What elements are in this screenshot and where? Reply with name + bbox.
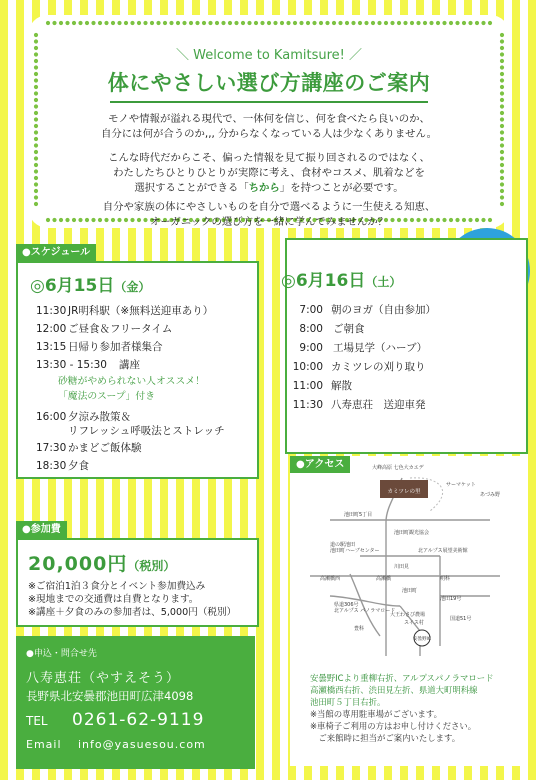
border-dot <box>475 21 479 25</box>
border-dot <box>299 21 303 25</box>
border-dot <box>156 21 160 25</box>
border-dot <box>137 21 141 25</box>
border-dot <box>293 21 297 25</box>
map-label: 明科 <box>440 576 451 582</box>
schedule-tag: ●スケジュール <box>16 244 96 261</box>
day2-date: ◎6月16日（土） <box>281 271 402 291</box>
border-dot <box>215 21 219 25</box>
border-dot <box>338 21 342 25</box>
border-dot <box>104 21 108 25</box>
border-dot <box>208 21 212 25</box>
schedule-row: 7:00 朝のヨガ（自由参加） <box>299 304 436 316</box>
border-dot <box>260 21 264 25</box>
contact-box <box>16 636 255 769</box>
map-label: 県道306号 <box>334 602 359 608</box>
border-dot <box>241 21 245 25</box>
access-map <box>290 456 524 656</box>
schedule-row: 13:15 日帰り参加者様集合 <box>36 341 163 353</box>
contact-email: Email info@yasuesou.com <box>26 738 206 751</box>
border-dot <box>98 21 102 25</box>
border-dot <box>91 21 95 25</box>
border-dot <box>34 39 38 43</box>
border-dot <box>247 21 251 25</box>
contact-tel: TEL 0261-62-9119 <box>26 710 205 730</box>
map-label: カミツレの里 <box>387 489 421 495</box>
fee-box <box>16 538 259 627</box>
schedule-row: 12:00 ご昼食＆フリータイム <box>36 323 173 335</box>
border-dot <box>325 21 329 25</box>
border-dot <box>410 21 414 25</box>
border-dot <box>280 21 284 25</box>
border-dot <box>403 21 407 25</box>
border-dot <box>46 21 50 25</box>
wheelchair-note-2: ご来館時に担当がご案内いたします。 <box>310 733 461 743</box>
fee-tag: ●参加費 <box>16 521 67 538</box>
lecture-note-soup: 「魔法のスープ」付き <box>58 391 155 402</box>
schedule-row: 11:30 JR明科駅（※無料送迎車あり） <box>36 305 214 317</box>
border-dot <box>195 21 199 25</box>
contact-address: 長野県北安曇郡池田町広津4098 <box>26 689 194 703</box>
border-dot <box>319 21 323 25</box>
border-dot <box>124 21 128 25</box>
schedule-row: 9:00 工場見学（ハーブ） <box>299 342 428 354</box>
map-label: 大王わさび農場 <box>390 612 426 618</box>
schedule-row: 10:00 カミツレの刈り取り <box>292 361 426 373</box>
border-dot <box>436 21 440 25</box>
contact-label: ●申込・問合せ先 <box>26 649 97 659</box>
border-dot <box>273 21 277 25</box>
day2-schedule-box <box>281 238 528 454</box>
border-dot <box>169 21 173 25</box>
border-dot <box>34 33 38 37</box>
border-dot <box>34 143 38 147</box>
border-dot <box>52 21 56 25</box>
map-label: 池田町ハーブセンター <box>330 548 380 554</box>
map-label: スイス村 <box>404 620 424 626</box>
map-drawing <box>290 456 524 656</box>
map-label: 豊科 <box>354 626 365 632</box>
page-title: 体にやさしい選び方講座のご案内 <box>107 71 431 95</box>
contact-name: 八寿恵荘（やすえそう） <box>26 671 181 686</box>
border-dot <box>345 21 349 25</box>
border-dot <box>500 33 504 37</box>
border-dot <box>449 21 453 25</box>
border-dot <box>111 21 115 25</box>
border-dot <box>442 21 446 25</box>
map-label: サーマケット <box>446 482 476 488</box>
schedule-row: 11:00 解散 <box>292 380 352 392</box>
border-dot <box>397 21 401 25</box>
border-dot <box>358 21 362 25</box>
border-dot <box>371 21 375 25</box>
border-dot <box>416 21 420 25</box>
map-label: 池田町 <box>402 588 418 594</box>
map-label: 道の駅池田 <box>330 542 356 548</box>
border-dot <box>500 195 504 199</box>
border-dot <box>254 21 258 25</box>
border-dot <box>500 104 504 108</box>
border-dot <box>78 21 82 25</box>
map-label: 高瀬橋西 <box>320 576 341 582</box>
border-dot <box>65 21 69 25</box>
border-dot <box>364 21 368 25</box>
fee-notes: ※ご宿泊1泊３食分とイベント参加費込み ※現地までの交通費は自費となります。 ※講座＋夕食のみの参加者は、5,000円（税別） <box>28 581 237 618</box>
route-line: 安曇野ICより重柳右折、アルプスパノラマロード <box>310 673 494 683</box>
border-dot <box>34 104 38 108</box>
schedule-row: 18:30 夕食 <box>36 460 89 472</box>
border-dot <box>462 21 466 25</box>
intro-paragraph-2: こんな時代だからこそ、偏った情報を見て振り回されるのではなく、 わたしたちひとりひとりが実際に考え、食材やコスメ、肌着などを 選択することができる「ちから」を持つことが必要です。 <box>108 152 430 194</box>
border-dot <box>189 21 193 25</box>
border-dot <box>306 21 310 25</box>
parking-note: ※当館の専用駐車場がございます。 <box>310 709 442 719</box>
border-dot <box>390 21 394 25</box>
border-dot <box>332 21 336 25</box>
border-dot <box>143 21 147 25</box>
border-dot <box>72 21 76 25</box>
chikara-emphasis: ちから <box>248 182 280 194</box>
schedule-row: 8:00 ご朝食 <box>299 323 365 335</box>
day1-date: ◎6月15日（金） <box>30 276 151 296</box>
fee-price: 20,000円（税別） <box>28 553 176 575</box>
border-dot <box>455 21 459 25</box>
map-label: 国道51号 <box>450 616 472 622</box>
border-dot <box>228 21 232 25</box>
border-dot <box>500 143 504 147</box>
schedule-row: 11:30 八寿恵荘 送迎車発 <box>292 399 426 411</box>
border-dot <box>59 21 63 25</box>
border-dot <box>150 21 154 25</box>
border-dot <box>423 21 427 25</box>
map-label: 川田見 <box>394 564 410 570</box>
border-dot <box>221 21 225 25</box>
map-label: 北アルプス パノラマロード <box>334 608 396 614</box>
access-tag: ●アクセス <box>290 456 350 473</box>
border-dot <box>163 21 167 25</box>
border-dot <box>351 21 355 25</box>
map-label: 池田19号 <box>440 596 462 602</box>
border-dot <box>202 21 206 25</box>
border-dot <box>34 98 38 102</box>
access-notes <box>290 656 524 766</box>
border-dot <box>312 21 316 25</box>
map-label: 大峰高原 七色大カエデ <box>372 465 424 471</box>
schedule-row-continuation: リフレッシュ呼吸法とストレッチ <box>68 425 225 437</box>
map-label: 池田町5丁目 <box>344 512 373 518</box>
map-label: 北アルプス展望美術館 <box>418 548 468 554</box>
wheelchair-note: ※車椅子ご利用の方はお申し付けください。 <box>310 721 477 731</box>
map-label: 安曇野IC <box>413 637 431 642</box>
border-dot <box>176 21 180 25</box>
map-label: あづみ野 <box>480 492 501 498</box>
border-dot <box>286 21 290 25</box>
border-dot <box>267 21 271 25</box>
schedule-row: 17:30 かまどご飯体験 <box>36 442 142 454</box>
border-dot <box>384 21 388 25</box>
border-dot <box>234 21 238 25</box>
lecture-note: 砂糖がやめられない人オススメ！ <box>58 376 205 387</box>
schedule-row: 16:00 夕涼み散策＆ <box>36 411 131 423</box>
border-dot <box>117 21 121 25</box>
schedule-row: 13:30 - 15:30 講座 <box>36 359 140 371</box>
border-dot <box>468 21 472 25</box>
border-dot <box>377 21 381 25</box>
border-dot <box>34 195 38 199</box>
border-dot <box>429 21 433 25</box>
intro-card <box>28 15 510 228</box>
border-dot <box>130 21 134 25</box>
border-dot <box>488 21 492 25</box>
title-underline <box>110 101 428 103</box>
border-dot <box>500 98 504 102</box>
welcome-text: ＼ Welcome to Kamitsure! ／ <box>176 48 362 63</box>
intro-paragraph-1: モノや情報が溢れる現代で、一体何を信じ、何を食べたら良いのか、 自分には何が合うのか,,, 分からなくなっている人は少なくありません。 <box>101 113 437 140</box>
route-line: 池田町５丁目右折。 <box>310 697 386 707</box>
border-dot <box>85 21 89 25</box>
map-label: 高瀬橋 <box>376 576 392 582</box>
map-label: 池田町観光協会 <box>394 530 430 536</box>
route-line: 高瀬橋西右折、渋田見左折、県道大町明科線 <box>310 685 478 695</box>
border-dot <box>481 21 485 25</box>
day1-schedule-box <box>16 261 259 479</box>
border-dot <box>500 39 504 43</box>
intro-paragraph-3: 自分や家族の体にやさしいものを自分で選べるように一生使える知恵、 オーガニックの選び方を一緒に学んでみませんか？ <box>102 201 436 228</box>
border-dot <box>182 21 186 25</box>
